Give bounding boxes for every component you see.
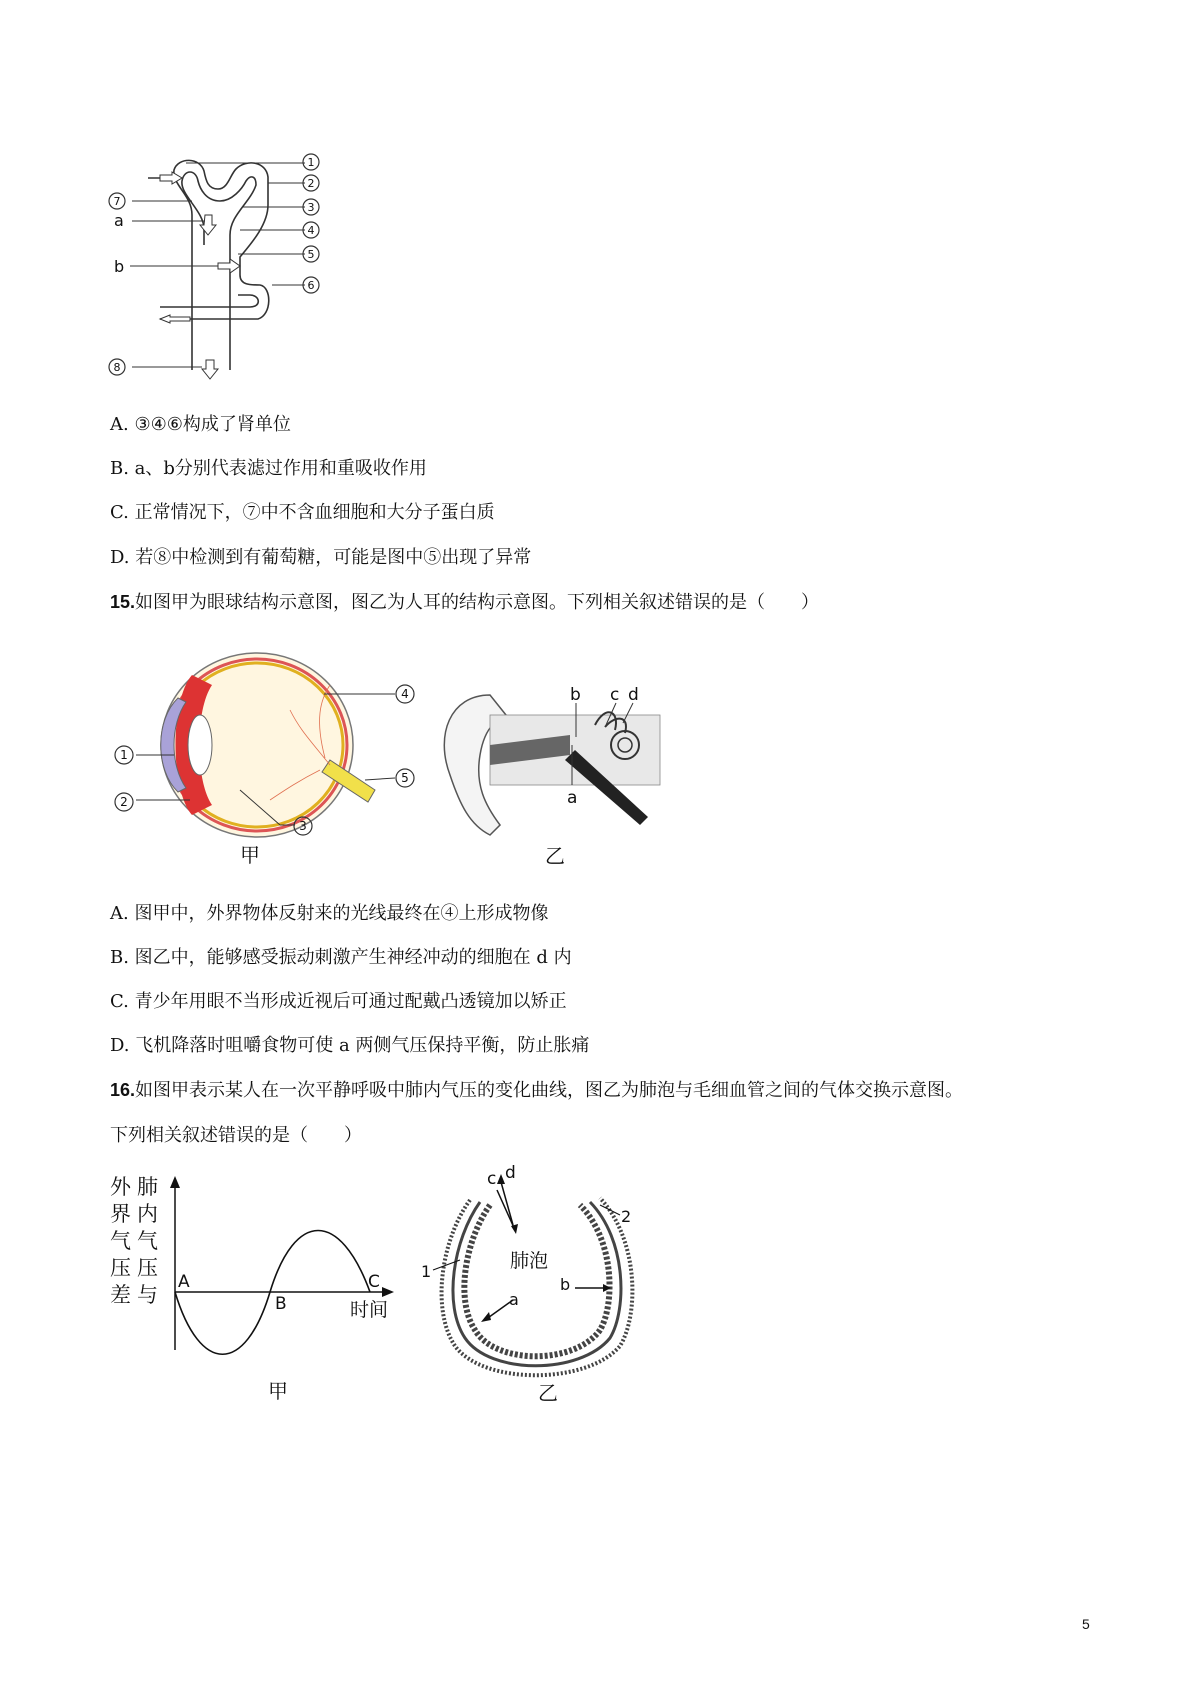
- q15-option-c: C. 青少年用眼不当形成近视后可通过配戴凸透镜加以矫正: [110, 991, 567, 1012]
- svg-text:外: 外: [110, 1175, 131, 1199]
- svg-text:2: 2: [307, 177, 315, 190]
- label-b: b: [114, 257, 125, 276]
- svg-text:与: 与: [137, 1283, 158, 1307]
- alveolus-label-2: 2: [621, 1207, 632, 1226]
- q15-option-d: D. 飞机降落时咀嚼食物可使 a 两侧气压保持平衡，防止胀痛: [110, 1035, 590, 1056]
- nephron-diagram: [100, 145, 340, 385]
- arrow-8: [202, 360, 218, 379]
- alveolus-label-d: d: [505, 1163, 516, 1183]
- svg-text:差: 差: [110, 1283, 131, 1307]
- alveolus-center-label: 肺泡: [510, 1250, 549, 1272]
- svg-text:4: 4: [401, 687, 409, 701]
- q15-text: 如图甲为眼球结构示意图，图乙为人耳的结构示意图。下列相关叙述错误的是（ ）: [135, 592, 820, 613]
- alveolus-label-1: 1: [421, 1262, 432, 1281]
- graph-point-a: A: [178, 1272, 190, 1292]
- svg-text:3: 3: [299, 819, 307, 833]
- ear-label-b: b: [570, 685, 581, 705]
- renal-capsule: [160, 160, 269, 355]
- alveolus-label-c: c: [487, 1169, 497, 1189]
- q15-option-b: B. 图乙中，能够感受振动刺激产生神经冲动的细胞在 d 内: [110, 947, 572, 968]
- q14-option-b: B. a、b分别代表滤过作用和重吸收作用: [110, 458, 427, 479]
- svg-text:肺: 肺: [137, 1175, 158, 1199]
- q16-stem-line2: 下列相关叙述错误的是（ ）: [110, 1125, 362, 1146]
- svg-text:5: 5: [307, 248, 315, 261]
- q14-option-a: A. ③④⑥构成了肾单位: [110, 414, 291, 435]
- svg-text:压: 压: [110, 1256, 131, 1280]
- ear-label-a: a: [567, 788, 578, 808]
- label-a: a: [114, 211, 124, 230]
- eye-diagram: [100, 640, 430, 870]
- svg-text:4: 4: [307, 224, 315, 237]
- svg-text:气: 气: [110, 1229, 131, 1253]
- svg-text:压: 压: [137, 1256, 158, 1280]
- q16-text-1: 如图甲表示某人在一次平静呼吸中肺内气压的变化曲线，图乙为肺泡与毛细血管之间的气体交换示意图。: [135, 1080, 964, 1101]
- svg-text:界: 界: [110, 1202, 131, 1226]
- svg-text:1: 1: [120, 748, 128, 762]
- q16-stem-line1: [110, 1076, 963, 1102]
- ear-caption: 乙: [545, 844, 565, 868]
- svg-text:1: 1: [307, 156, 315, 169]
- q15-stem: [110, 588, 819, 614]
- q14-option-c: C. 正常情况下，⑦中不含血细胞和大分子蛋白质: [110, 502, 495, 523]
- svg-text:2: 2: [120, 795, 128, 809]
- page-number: 5: [1082, 1616, 1090, 1632]
- alveolus-caption: 乙: [538, 1381, 558, 1405]
- pressure-graph: [100, 1170, 410, 1410]
- svg-text:5: 5: [401, 771, 409, 785]
- svg-text:7: 7: [113, 195, 121, 208]
- ear-label-d: d: [628, 685, 639, 705]
- arrow-a: [200, 215, 216, 235]
- eye-lens: [188, 715, 212, 775]
- svg-text:内: 内: [137, 1202, 158, 1226]
- alveolus-label-a: a: [509, 1290, 519, 1309]
- q15-number: 15.: [110, 592, 136, 612]
- alveolus-diagram: [415, 1160, 655, 1410]
- graph-point-b: B: [275, 1294, 287, 1314]
- q16-number: 16.: [110, 1080, 136, 1100]
- svg-text:8: 8: [113, 361, 121, 374]
- eye-caption: 甲: [240, 843, 260, 867]
- graph-xlabel: 时间: [350, 1299, 389, 1321]
- svg-text:气: 气: [137, 1229, 158, 1253]
- svg-text:3: 3: [307, 201, 315, 214]
- alveolus-label-b: b: [560, 1275, 571, 1294]
- graph-caption: 甲: [268, 1379, 288, 1403]
- ear-label-c: c: [610, 685, 620, 705]
- arrow-b: [218, 259, 240, 273]
- ear-diagram: [430, 675, 670, 875]
- q14-option-d: D. 若⑧中检测到有葡萄糖，可能是图中⑤出现了异常: [110, 547, 532, 568]
- graph-point-c: C: [368, 1272, 380, 1292]
- q15-option-a: A. 图甲中，外界物体反射来的光线最终在④上形成物像: [110, 903, 549, 924]
- svg-text:6: 6: [307, 279, 315, 292]
